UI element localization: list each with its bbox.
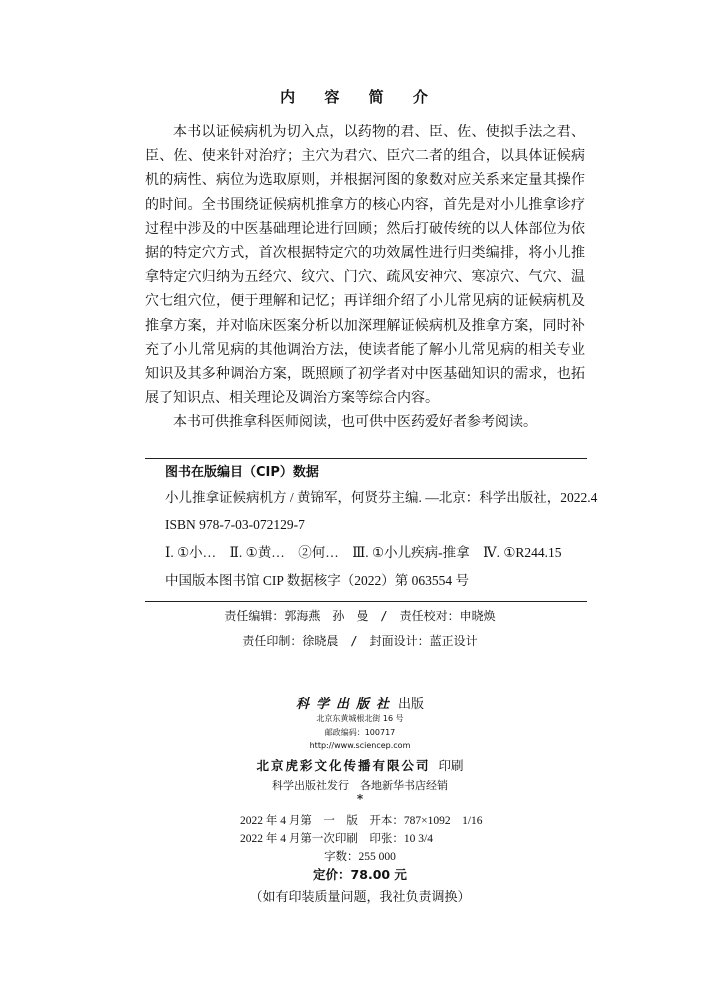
cip-isbn-line: ISBN 978-7-03-072129-7 bbox=[165, 517, 305, 532]
introduction-body bbox=[145, 120, 585, 435]
cip-heading: 图书在版编目（CIP）数据 bbox=[165, 465, 319, 480]
publisher-postcode: 邮政编码：100717 bbox=[324, 728, 396, 737]
introduction-paragraph: 本书可供推拿科医师阅读，也可供中医药爱好者参考阅读。 bbox=[173, 414, 537, 431]
distribution-line: 科学出版社发行 各地新华书店经销 bbox=[272, 779, 448, 792]
editor-credits-line: 责任印制：徐晓晨 / 封面设计：蓝正设计 bbox=[242, 634, 478, 648]
introduction-paragraph: 本书以证候病机为切入点，以药物的君、臣、佐、使拟手法之君、臣、佐、使来针对治疗；主穴为君穴、臣穴二者的组合，以具体证候病机的病性、病位为选取原则，并根据河图的象数对应关系来定量其操作的时间。全书围绕证候病机推拿方的核心内容，首先是对小儿推拿诊疗过程中涉及的中医基础理论进行回顾；然后打破传统的以人体部位为依据的特定穴方式，首次根据特定穴的功效属性进行归类编排，将小儿推拿特定穴归纳为五经穴、纹穴、门穴、疏风安神穴、寒凉穴、气穴、温穴七组穴位，便于理解和记忆；再详细介绍了小儿常见病的证候病机及推拿方案，并对临床医案分析以加深理解证候病机及推拿方案，同时补充了小儿常见病的其他调治方法，使读者能了解小儿常见病的相关专业知识及其多种调治方案，既照顾了初学者对中医基础知识的需求，也拓展了知识点、相关理论及调治方案等综合内容。 bbox=[145, 124, 585, 407]
price: 定价：78.00 元 bbox=[313, 867, 407, 882]
edition-line: 2022 年 4 月第 一 版 开本：787×1092 1/16 bbox=[240, 815, 483, 827]
publisher-suffix: 出版 bbox=[398, 697, 425, 712]
introduction-title: 内 容 简 介 bbox=[280, 88, 440, 106]
separator-star: * bbox=[356, 792, 364, 806]
quality-notice: （如有印装质量问题，我社负责调换） bbox=[249, 890, 471, 905]
cip-title-line: 小儿推拿证候病机方 / 黄锦军，何贤芬主编. —北京：科学出版社，2022.4 bbox=[165, 490, 598, 505]
cip-block bbox=[145, 458, 598, 602]
editor-credits bbox=[0, 604, 720, 654]
word-count: 字数：255 000 bbox=[324, 851, 396, 863]
printing-line: 2022 年 4 月第一次印刷 印张：10 3/4 bbox=[240, 833, 433, 845]
printer-suffix: 印刷 bbox=[438, 758, 464, 773]
publisher-name: 科学出版社 bbox=[295, 697, 396, 712]
printer-line bbox=[0, 756, 720, 774]
editor-credits-line: 责任编辑：郭海燕 孙 曼 / 责任校对：申晓焕 bbox=[224, 609, 496, 623]
publisher-line bbox=[0, 693, 720, 712]
publisher-website: http://www.sciencep.com bbox=[309, 741, 411, 750]
cip-record-line: 中国版本图书馆 CIP 数据核字（2022）第 063554 号 bbox=[165, 573, 470, 588]
printer-name: 北京虎彩文化传播有限公司 bbox=[256, 758, 431, 773]
publisher-address: 北京东黄城根北街 16 号 bbox=[316, 714, 404, 723]
cip-classification-line: Ⅰ. ①小… Ⅱ. ①黄… ②何… Ⅲ. ①小儿疾病-推拿 Ⅳ. ①R244.15 bbox=[165, 545, 562, 560]
